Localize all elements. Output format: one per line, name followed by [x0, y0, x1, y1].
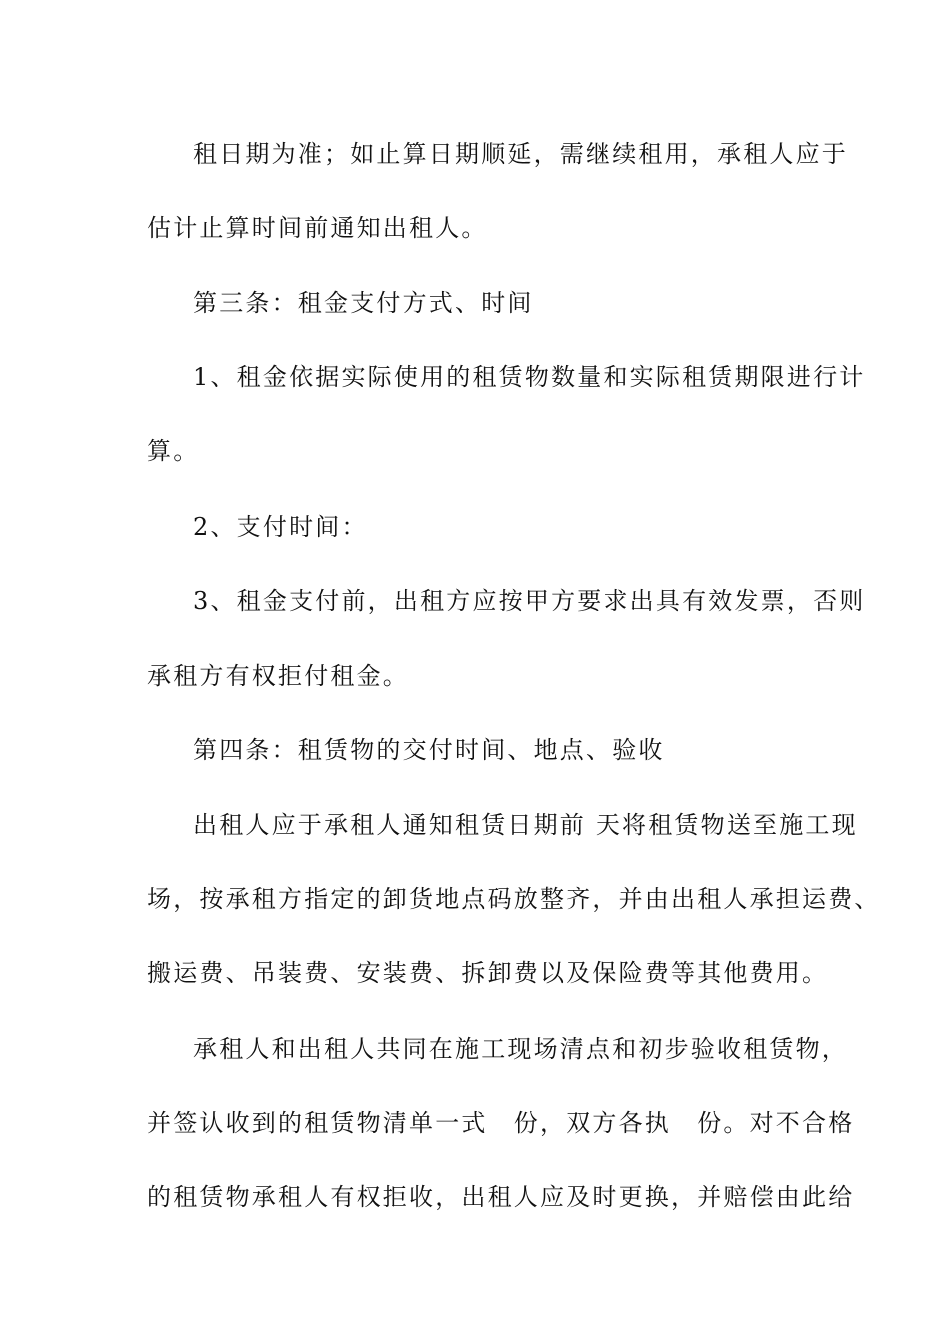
text-line: 的租赁物承租人有权拒收，出租人应及时更换，并赔偿由此给	[147, 1183, 855, 1211]
text-line: 搬运费、吊装费、安装费、拆卸费以及保险费等其他费用。	[147, 959, 829, 987]
section-heading: 第四条：租赁物的交付时间、地点、验收	[193, 736, 665, 764]
text-line: 出租人应于承租人通知租赁日期前 天将租赁物送至施工现	[193, 811, 858, 839]
text-line: 算。	[147, 437, 200, 465]
text-line: 1、租金依据实际使用的租赁物数量和实际租赁期限进行计	[193, 363, 866, 391]
text-line: 估计止算时间前通知出租人。	[147, 214, 488, 242]
section-heading: 第三条：租金支付方式、时间	[193, 289, 534, 317]
text-line: 场，按承租方指定的卸货地点码放整齐，并由出租人承担运费、	[147, 885, 881, 913]
text-line: 2、支付时间：	[193, 513, 368, 541]
text-line: 租日期为准；如止算日期顺延，需继续租用，承租人应于	[193, 140, 848, 168]
text-line: 3、租金支付前，出租方应按甲方要求出具有效发票，否则	[193, 587, 866, 615]
text-line: 承租人和出租人共同在施工现场清点和初步验收租赁物，	[193, 1035, 848, 1063]
text-line: 并签认收到的租赁物清单一式 份，双方各执 份。对不合格	[147, 1109, 855, 1137]
text-line: 承租方有权拒付租金。	[147, 662, 409, 690]
